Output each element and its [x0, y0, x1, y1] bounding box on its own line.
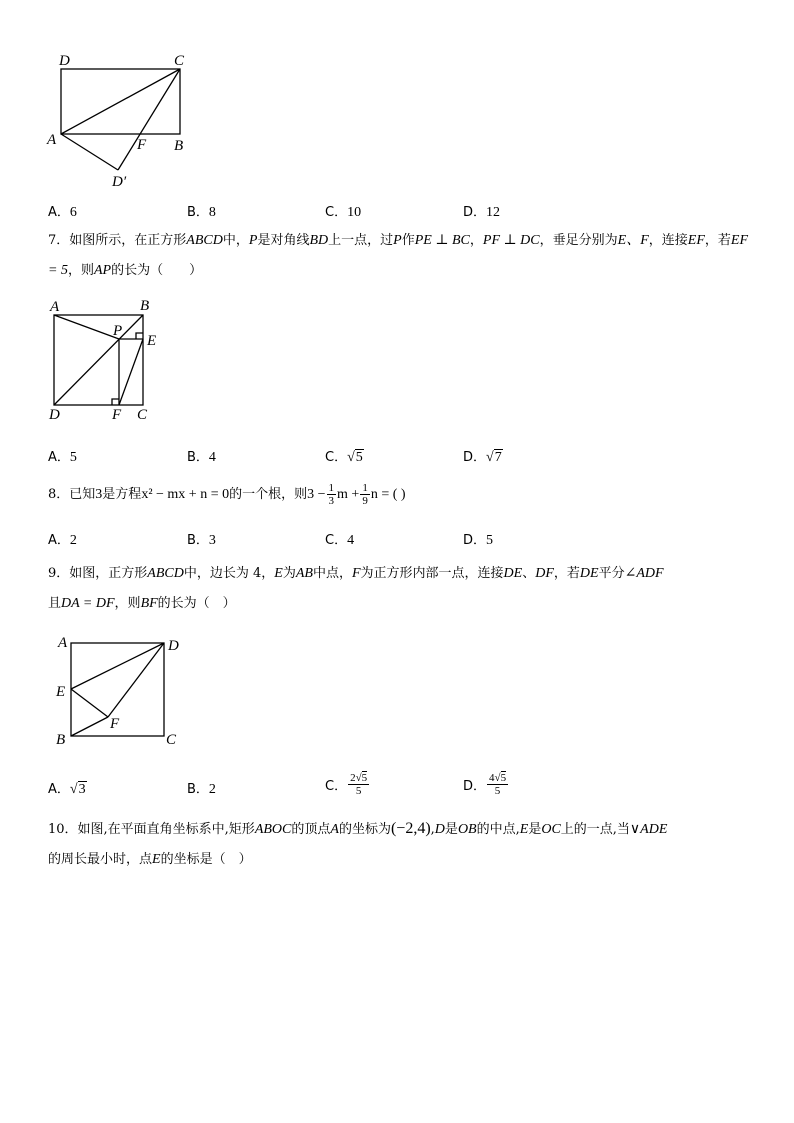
option-d[interactable]: D．√7	[463, 450, 502, 465]
question-9: 9．如图，正方形ABCD中，边长为 4，E为AB中点，F为正方形内部一点，连接DE、DF，若DE平分∠ADF 且DA = DF，则BF的长为（ ）	[48, 566, 664, 611]
label-c: C	[174, 53, 185, 69]
figure-q9	[48, 630, 193, 755]
label-a: A	[50, 299, 60, 315]
segment-ef	[71, 689, 108, 717]
fraction-1-9: $\frac{1}{9}$	[362, 482, 368, 507]
diagonal-ac	[61, 69, 180, 134]
label-d: D	[59, 53, 70, 69]
label-a: A	[58, 635, 68, 651]
question-8: 8．已知3是方程x² − mx + n = 0的一个根，则3 − $\frac{1}{3}$ m + $\frac{1}{9}$ n = ( )	[48, 482, 406, 507]
option-d[interactable]: D．12	[463, 205, 501, 220]
option-c[interactable]: C．4	[325, 533, 355, 548]
label-a: A	[47, 132, 57, 148]
option-c[interactable]: C．√5	[325, 450, 363, 465]
segment-de	[71, 643, 164, 689]
option-d[interactable]: D． $\frac{4√5}{5}$	[463, 772, 507, 797]
segment-cd-prime	[118, 69, 180, 170]
question-10: 10．如图,在平面直角坐标系中,矩形ABOC的顶点A的坐标为(−2,4),D是OB的中点,E是OC上的一点,当∨ADE 的周长最小时，点E的坐标是（ ）	[48, 820, 668, 867]
label-p: P	[113, 323, 123, 339]
label-e: E	[56, 684, 66, 700]
label-b: B	[174, 138, 184, 154]
segment-ef	[119, 339, 143, 405]
label-c: C	[137, 407, 148, 423]
segment-df	[108, 643, 164, 717]
option-c[interactable]: C． $\frac{2√5}{5}$	[325, 772, 368, 797]
label-c: C	[166, 732, 177, 748]
label-d-prime: D′	[112, 174, 127, 190]
option-b[interactable]: B．4	[187, 450, 216, 465]
right-angle-e	[136, 333, 143, 339]
label-b: B	[140, 298, 150, 314]
label-f: F	[110, 716, 120, 732]
label-b: B	[56, 732, 66, 748]
fraction-1-3: $\frac{1}{3}$	[328, 482, 335, 507]
option-c[interactable]: C．10	[325, 205, 362, 220]
label-e: E	[147, 333, 157, 349]
question-7: 7．如图所示，在正方形ABCD中，P是对角线BD上一点，过P作PE ⊥ BC，PF ⊥ DC，垂足分别为E、F，连接EF，若EF = 5，则AP的长为（ ）	[48, 233, 748, 278]
option-a[interactable]: A．6	[48, 205, 77, 220]
figure-q6	[40, 48, 210, 193]
diagonal-bd	[54, 315, 143, 405]
segment-ap	[54, 315, 119, 339]
option-b[interactable]: B．3	[187, 533, 216, 548]
fraction-4root5-over-5: $\frac{4√5}{5}$	[489, 772, 507, 797]
fraction-2root5-over-5: $\frac{2√5}{5}$	[350, 772, 368, 797]
option-a[interactable]: A．√3	[48, 782, 86, 797]
right-angle-f	[112, 399, 119, 405]
option-b[interactable]: B．8	[187, 205, 216, 220]
option-a[interactable]: A．2	[48, 533, 77, 548]
label-f: F	[137, 137, 147, 153]
label-d: D	[168, 638, 179, 654]
option-a[interactable]: A．5	[48, 450, 77, 465]
figure-q7	[40, 295, 170, 425]
option-b[interactable]: B．2	[187, 782, 216, 797]
segment-bf	[71, 717, 108, 736]
option-d[interactable]: D．5	[463, 533, 494, 548]
segment-ad-prime	[61, 134, 118, 170]
label-f: F	[112, 407, 122, 423]
label-d: D	[49, 407, 60, 423]
